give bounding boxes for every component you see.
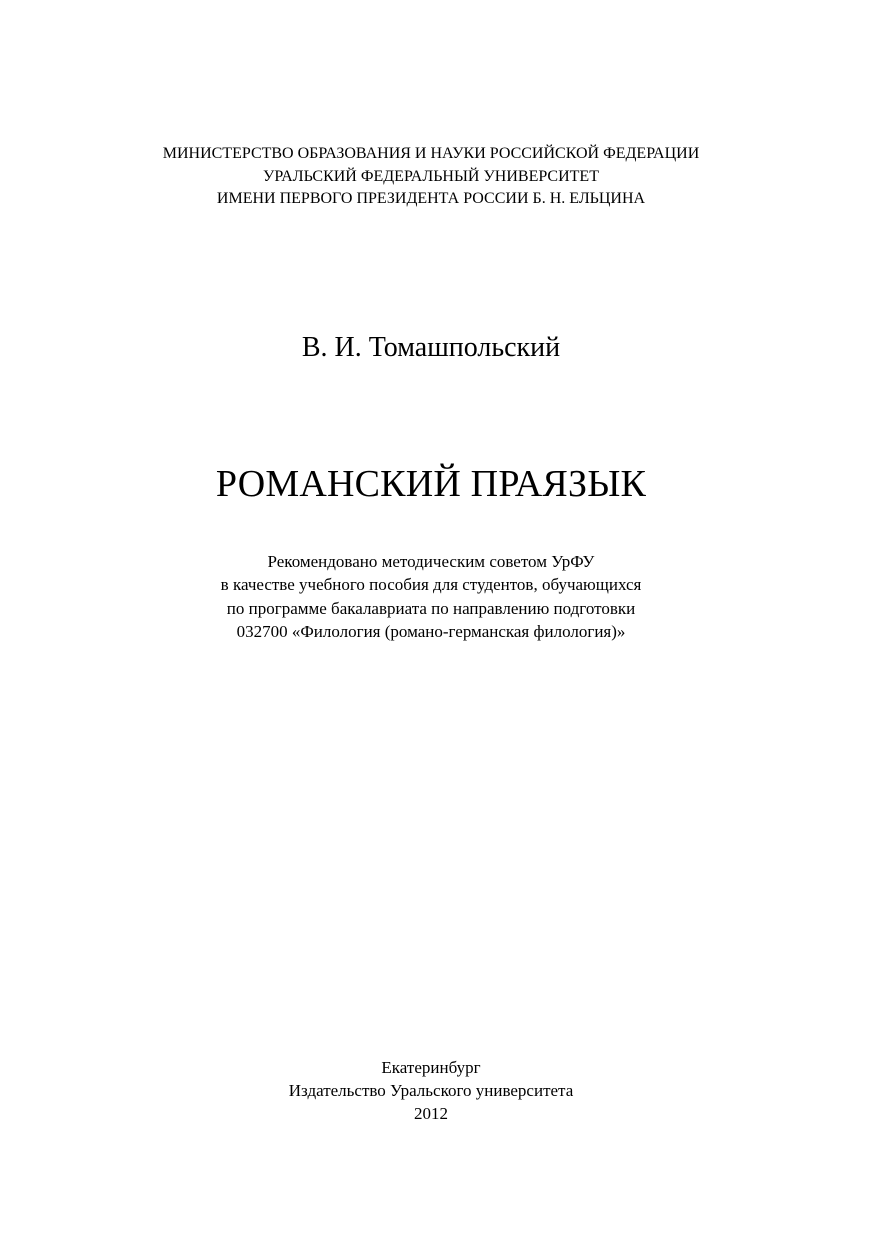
imprint-year: 2012 xyxy=(414,1104,448,1123)
imprint xyxy=(0,1056,862,1125)
imprint-city: Екатеринбург xyxy=(381,1058,481,1077)
book-title: РОМАНСКИЙ ПРАЯЗЫК xyxy=(215,463,647,505)
university-line: УРАЛЬСКИЙ ФЕДЕРАЛЬНЫЙ УНИВЕРСИТЕТ xyxy=(263,167,599,185)
recommendation-line: по программе бакалавриата по направлению подготовки xyxy=(226,598,636,618)
university-name-line: ИМЕНИ ПЕРВОГО ПРЕЗИДЕНТА РОССИИ Б. Н. ЕЛЬЦИНА xyxy=(216,190,646,207)
recommendation-line: Рекомендовано методическим советом УрФУ xyxy=(267,552,595,571)
ministry-line: МИНИСТЕРСТВО ОБРАЗОВАНИЯ И НАУКИ РОССИЙСКОЙ ФЕДЕРАЦИИ xyxy=(162,145,700,162)
recommendation-note xyxy=(0,550,862,643)
imprint-publisher: Издательство Уральского университета xyxy=(288,1081,574,1100)
recommendation-line: в качестве учебного пособия для студентов, обучающихся xyxy=(220,575,642,595)
recommendation-line: 032700 «Филология (романо-германская филология)» xyxy=(236,621,626,641)
institution-header xyxy=(0,143,862,211)
author-name: В. И. Томашпольский xyxy=(301,332,561,363)
